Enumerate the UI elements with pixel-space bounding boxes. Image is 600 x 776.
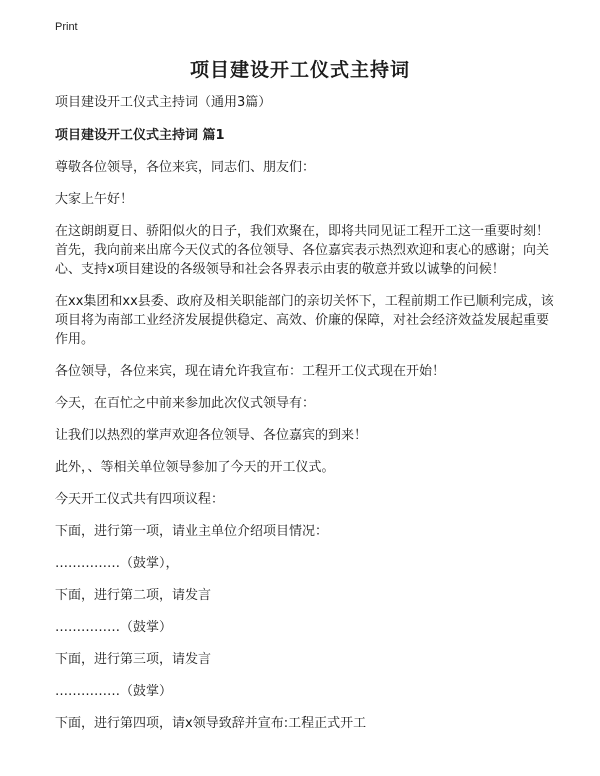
section-heading: 项目建设开工仪式主持词 篇1 — [55, 128, 225, 143]
paragraph-greeting: 大家上午好！ — [55, 192, 134, 207]
paragraph-item-1: 下面，进行第一项，请业主单位介绍项目情况： — [55, 524, 329, 539]
document-body — [55, 93, 555, 746]
paragraph-item-3: 下面，进行第三项，请发言 — [55, 652, 212, 667]
paragraph-background: 在xx集团和xx县委、政府及相关职能部门的亲切关怀下，工程前期工作已顺利完成，该项目将为南部工业经济发展提供稳定、高效、价廉的保障，对社会经济效益发展起重要作用。 — [55, 294, 554, 347]
paragraph-agenda: 今天开工仪式共有四项议程： — [55, 492, 225, 507]
paragraph-clap-1: ……………（鼓掌）， — [55, 556, 179, 571]
paragraph-welcome: 在这朗朗夏日、骄阳似火的日子，我们欢聚在，即将共同见证工程开工这一重要时刻！首先，我向前来出席今天仪式的各位领导、各位嘉宾表示热烈欢迎和衷心的感谢；向关心、支持x项目建设的各级领导和社会各界表示由衷的敬意并致以诚挚的问候！ — [55, 224, 550, 277]
paragraph-item-2: 下面，进行第二项，请发言 — [55, 588, 212, 603]
paragraph-applause: 让我们以热烈的掌声欢迎各位领导、各位嘉宾的到来！ — [55, 428, 368, 443]
paragraph-announce: 各位领导，各位来宾，现在请允许我宣布：工程开工仪式现在开始！ — [55, 364, 446, 379]
paragraph-other-units: 此外，、等相关单位领导参加了今天的开工仪式。 — [55, 460, 335, 475]
paragraph-clap-3: ……………（鼓掌） — [55, 684, 173, 699]
paragraph-salutation: 尊敬各位领导，各位来宾，同志们、朋友们： — [55, 160, 316, 175]
paragraph-attendees: 今天，在百忙之中前来参加此次仪式领导有： — [55, 396, 316, 411]
document-subtitle: 项目建设开工仪式主持词（通用3篇） — [55, 95, 272, 110]
document-title: 项目建设开工仪式主持词 — [189, 59, 410, 81]
paragraph-item-4: 下面，进行第四项，请x领导致辞并宣布:工程正式开工 — [55, 716, 367, 731]
paragraph-clap-2: ……………（鼓掌） — [55, 620, 173, 635]
print-link[interactable]: Print — [55, 21, 78, 33]
